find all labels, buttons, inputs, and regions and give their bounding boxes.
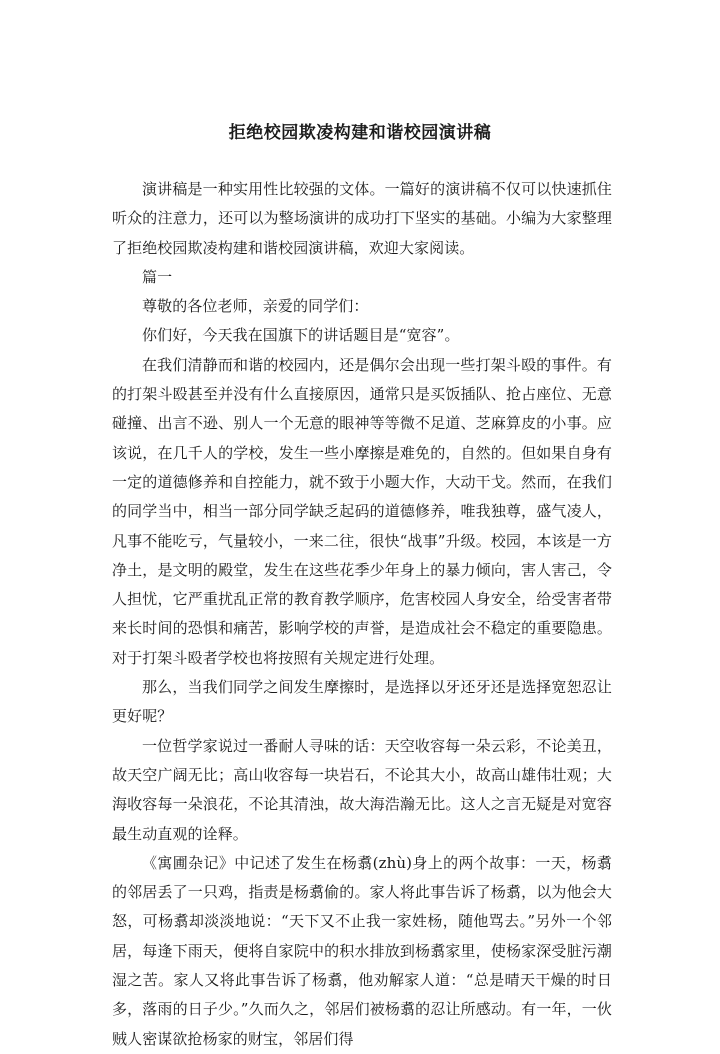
salutation: 尊敬的各位老师，亲爱的同学们：: [142, 297, 369, 316]
greeting-paragraph: 你们好，今天我在国旗下的讲话题目是“宽容”。: [142, 326, 460, 345]
body-paragraph: 那么，当我们同学之间发生摩擦时，是选择以牙还牙还是选择宽恕忍让更好呢？: [112, 678, 612, 726]
body-paragraph: 一位哲学家说过一番耐人寻味的话：天空收容每一朵云彩，不论美丑，故天空广阔无比；高山收容每一块岩石，不论其大小，故高山雄伟壮观；大海收容每一朵浪花，不论其清浊，故大海浩瀚无比。这人之言无疑是对宽容最生动直观的诠释。: [112, 736, 612, 843]
body-paragraph: 在我们清静而和谐的校园内，还是偶尔会出现一些打架斗殴的事件。有的打架斗殴甚至并没有什么直接原因，通常只是买饭插队、抢占座位、无意碰撞、出言不逊、别人一个无意的眼神等等微不足道、芝麻算皮的小事。应该说，在几千人的学校，发生一些小摩擦是难免的，自然的。但如果自身有一定的道德修养和自控能力，就不致于小题大作，大动干戈。然而，在我们的同学当中，相当一部分同学缺乏起码的道德修养，唯我独尊，盛气凌人，凡事不能吃亏，气量较小，一来二往，很快“战事”升级。校园，本该是一方净土，是文明的殿堂，发生在这些花季少年身上的暴力倾向，害人害己，令人担忧，它严重扰乱正常的教育教学顺序，危害校园人身安全，给受害者带来长时间的恐惧和痛苦，影响学校的声誉，是造成社会不稳定的重要隐患。对于打架斗殴者学校也将按照有关规定进行处理。: [112, 355, 612, 667]
document-title: 拒绝校园欺凌构建和谐校园演讲稿: [228, 123, 492, 143]
body-paragraph: 《寓圃杂记》中记述了发生在杨翥(zhù)身上的两个故事：一天，杨翥的邻居丢了一只鸡，指责是杨翥偷的。家人将此事告诉了杨翥，以为他会大怒，可杨翥却淡淡地说：“天下又不止我一家姓杨，随他骂去。”另外一个邻居，每逢下雨天，便将自家院中的积水排放到杨翥家里，使杨家深受脏污潮湿之苦。家人又将此事告诉了杨翥，他劝解家人道：“总是晴天干燥的时日多，落雨的日子少。”久而久之，邻居们被杨翥的忍让所感动。有一年，一伙贼人密谋欲抢杨家的财宝，邻居们得: [112, 853, 612, 1048]
section-label: 篇一: [142, 267, 173, 286]
intro-paragraph: 演讲稿是一种实用性比较强的文体。一篇好的演讲稿不仅可以快速抓住听众的注意力，还可以为整场演讲的成功打下坚实的基础。小编为大家整理了拒绝校园欺凌构建和谐校园演讲稿，欢迎大家阅读。: [112, 180, 612, 257]
document-body: [112, 175, 612, 1054]
